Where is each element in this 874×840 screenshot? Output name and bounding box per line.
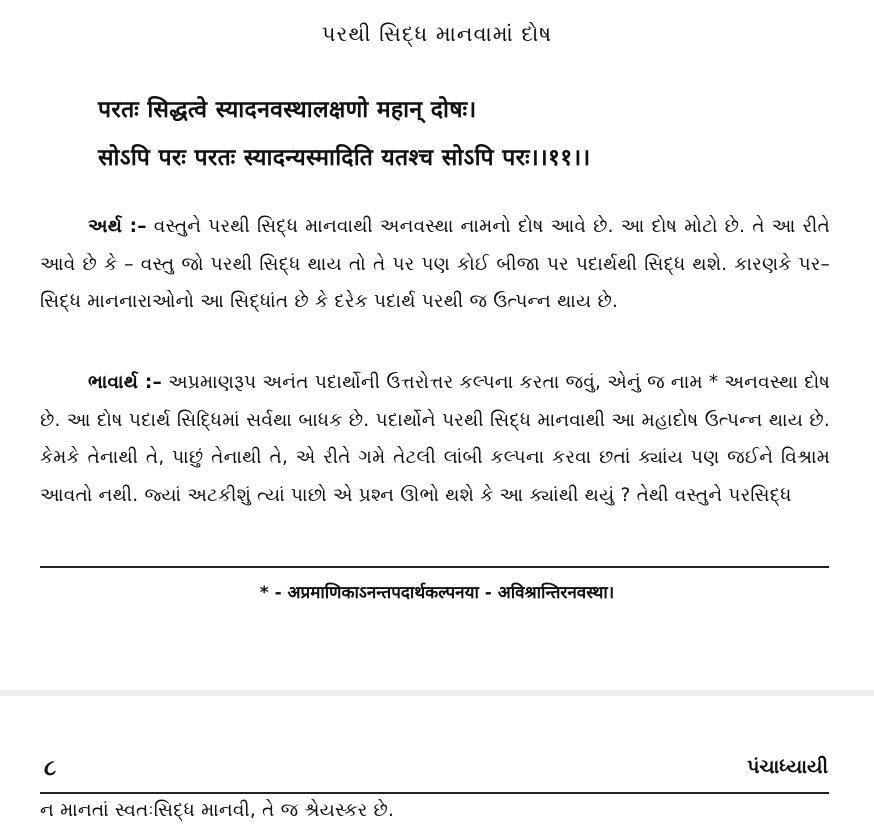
verse-line-1: परतः सिद्धत्वे स्यादनवस्थालक्षणो महान् दोषः।	[98, 97, 477, 123]
meaning-paragraph	[40, 208, 830, 321]
running-title: પંચાધ્યાયી	[747, 756, 828, 778]
footnote: * - अप्रमाणिकाऽनन्तपदार्थकल्पनया - अविश्रान्तिरनवस्था।	[259, 583, 615, 603]
header-divider	[40, 792, 829, 794]
page-title: પરથી સિદ્ધ માનવામાં દોષ	[321, 22, 553, 46]
meaning-label: અર્થ :–	[88, 216, 147, 237]
explanation-text: અપ્રમાણરૂપ અનંત પદાર્થોની ઉત્તરોત્તર કલ્પના કરતા જવું, એનું જ નામ * અનવસ્થા દોષ છે. આ દોષ પદાર્થ સિદ્ધિમાં સર્વથા બાધક છે. પદાર્થોને પરથી સિદ્ધ માનવાથી આ મહાદોષ ઉત્પન્ન થાય છે. કેમકે તેનાથી તે, પાછું તેનાથી તે, એ રીતે ગમે તેટલી લાંબી કલ્પના કરવા છતાં ક્યાંય પણ જઈને વિશ્રામ આવતો નથી. જ્યાં અટકીશું ત્યાં પાછો એ પ્રશ્ન ઊભો થશે કે આ ક્યાંથી થયું ? તેથી વસ્તુને પરસિદ્ધ	[40, 372, 830, 506]
next-page	[0, 696, 874, 840]
footnote-divider	[40, 566, 829, 568]
explanation-paragraph	[40, 364, 830, 514]
page-number: ૮	[44, 756, 57, 781]
meaning-text: વસ્તુને પરથી સિદ્ધ માનવાથી અનવસ્થા નામનો દોષ આવે છે. આ દોષ મોટો છે. તે આ રીતે આવે છે કે – વસ્તુ જો પરથી સિદ્ધ થાય તો તે પર પણ કોઈ બીજા પર પદાર્થથી સિદ્ધ થશે. કારણકે પર–સિદ્ધ માનનારાઓનો આ સિદ્ધાંત છે કે દરેક પદાર્થ પરથી જ ઉત્પન્ન થાય છે.	[40, 216, 831, 312]
verse-line-2: सोऽपि परः परतः स्यादन्यस्मादिति यतश्च सोऽपि परः।।११।।	[98, 145, 591, 171]
continuation-line: ન માનતાં સ્વતઃસિદ્ધ માનવી, તે જ શ્રેયસ્કર છે.	[40, 800, 395, 821]
explanation-label: ભાવાર્થ :–	[88, 372, 162, 393]
